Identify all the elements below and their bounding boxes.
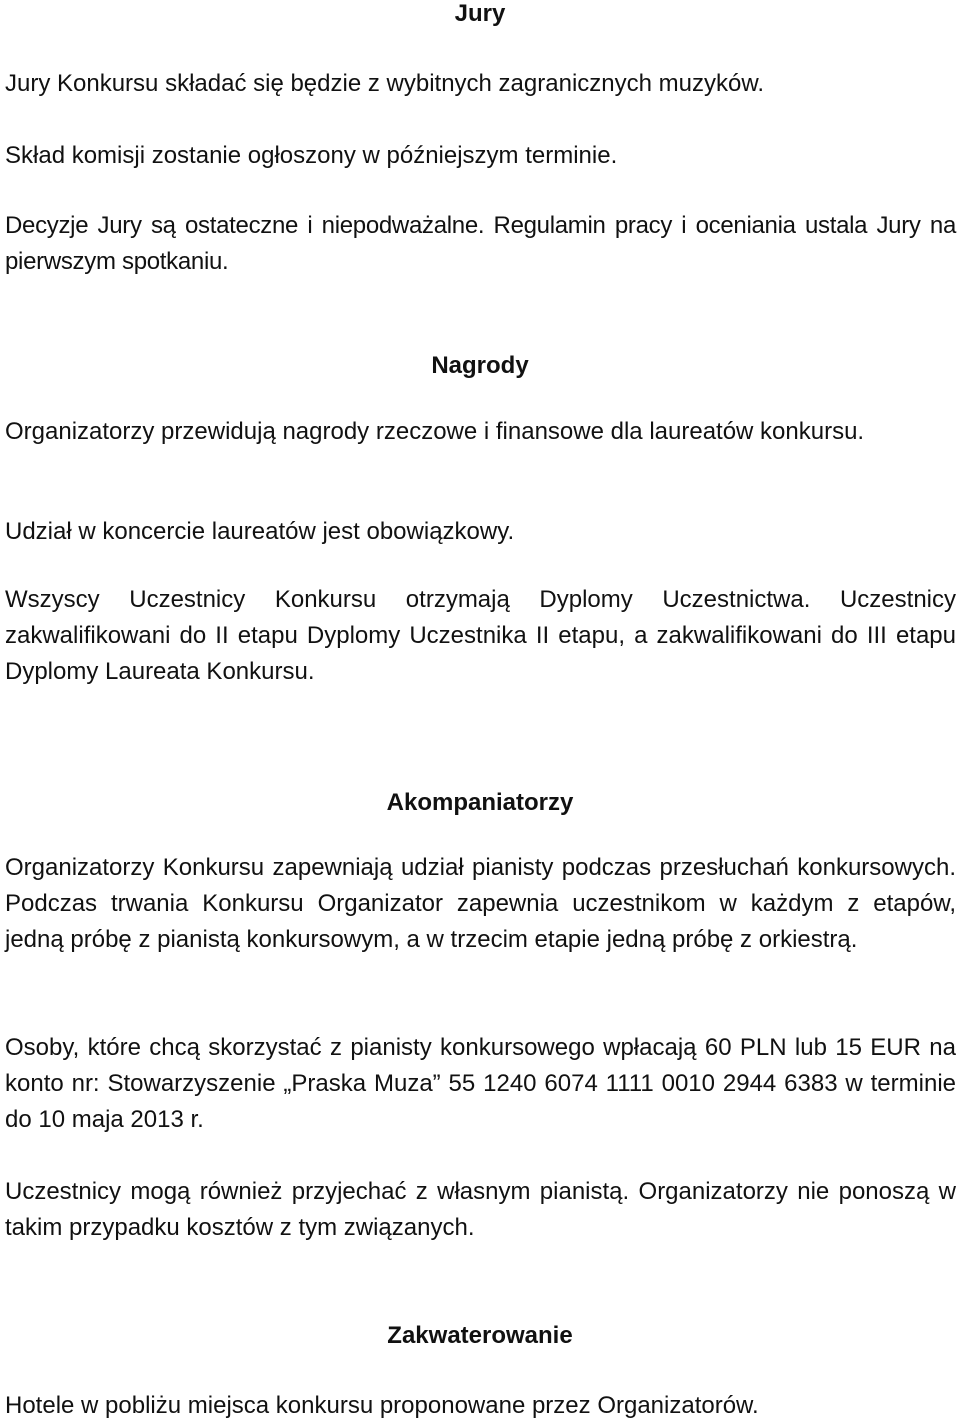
section-heading-akompaniatorzy: Akompaniatorzy (386, 789, 574, 816)
section-heading-jury: Jury (454, 0, 506, 27)
jury-paragraph-3: Decyzje Jury są ostateczne i niepodważalne. Regulamin pracy i oceniania ustala Jury na pierwszym spotkaniu. (5, 212, 956, 275)
section-heading-zakwaterowanie: Zakwaterowanie (387, 1322, 573, 1349)
nagrody-paragraph-2: Udział w koncercie laureatów jest obowiązkowy. (5, 518, 515, 545)
section-heading-nagrody: Nagrody (431, 352, 529, 379)
nagrody-paragraph-3: Wszyscy Uczestnicy Konkursu otrzymają Dyplomy Uczestnictwa. Uczestnicy zakwalifikowani do II etapu Dyplomy Uczestnika II etapu, a zakwalifikowani do III etapu Dyplomy Laureata Konkursu. (5, 586, 956, 685)
akompaniatorzy-paragraph-3: Uczestnicy mogą również przyjechać z własnym pianistą. Organizatorzy nie ponoszą w takim przypadku kosztów z tym związanych. (5, 1178, 956, 1241)
akompaniatorzy-paragraph-2: Osoby, które chcą skorzystać z pianisty konkursowego wpłacają 60 PLN lub 15 EUR na konto nr: Stowarzyszenie „Praska Muza” 55 1240 6074 1111 0010 2944 6383 w terminie do 10 maja 2013 r. (5, 1034, 956, 1133)
jury-paragraph-2: Skład komisji zostanie ogłoszony w późniejszym terminie. (5, 142, 618, 169)
jury-paragraph-1: Jury Konkursu składać się będzie z wybitnych zagranicznych muzyków. (5, 70, 764, 97)
nagrody-paragraph-1: Organizatorzy przewidują nagrody rzeczowe i finansowe dla laureatów konkursu. (5, 418, 865, 445)
akompaniatorzy-paragraph-1: Organizatorzy Konkursu zapewniają udział pianisty podczas przesłuchań konkursowych. Podczas trwania Konkursu Organizator zapewnia uczestnikom w każdym z etapów, jedną próbę z pianistą konkursowym, a w trzecim etapie jedną próbę z orkiestrą. (5, 854, 956, 953)
zakwaterowanie-paragraph-1: Hotele w pobliżu miejsca konkursu proponowane przez Organizatorów. (5, 1392, 759, 1419)
